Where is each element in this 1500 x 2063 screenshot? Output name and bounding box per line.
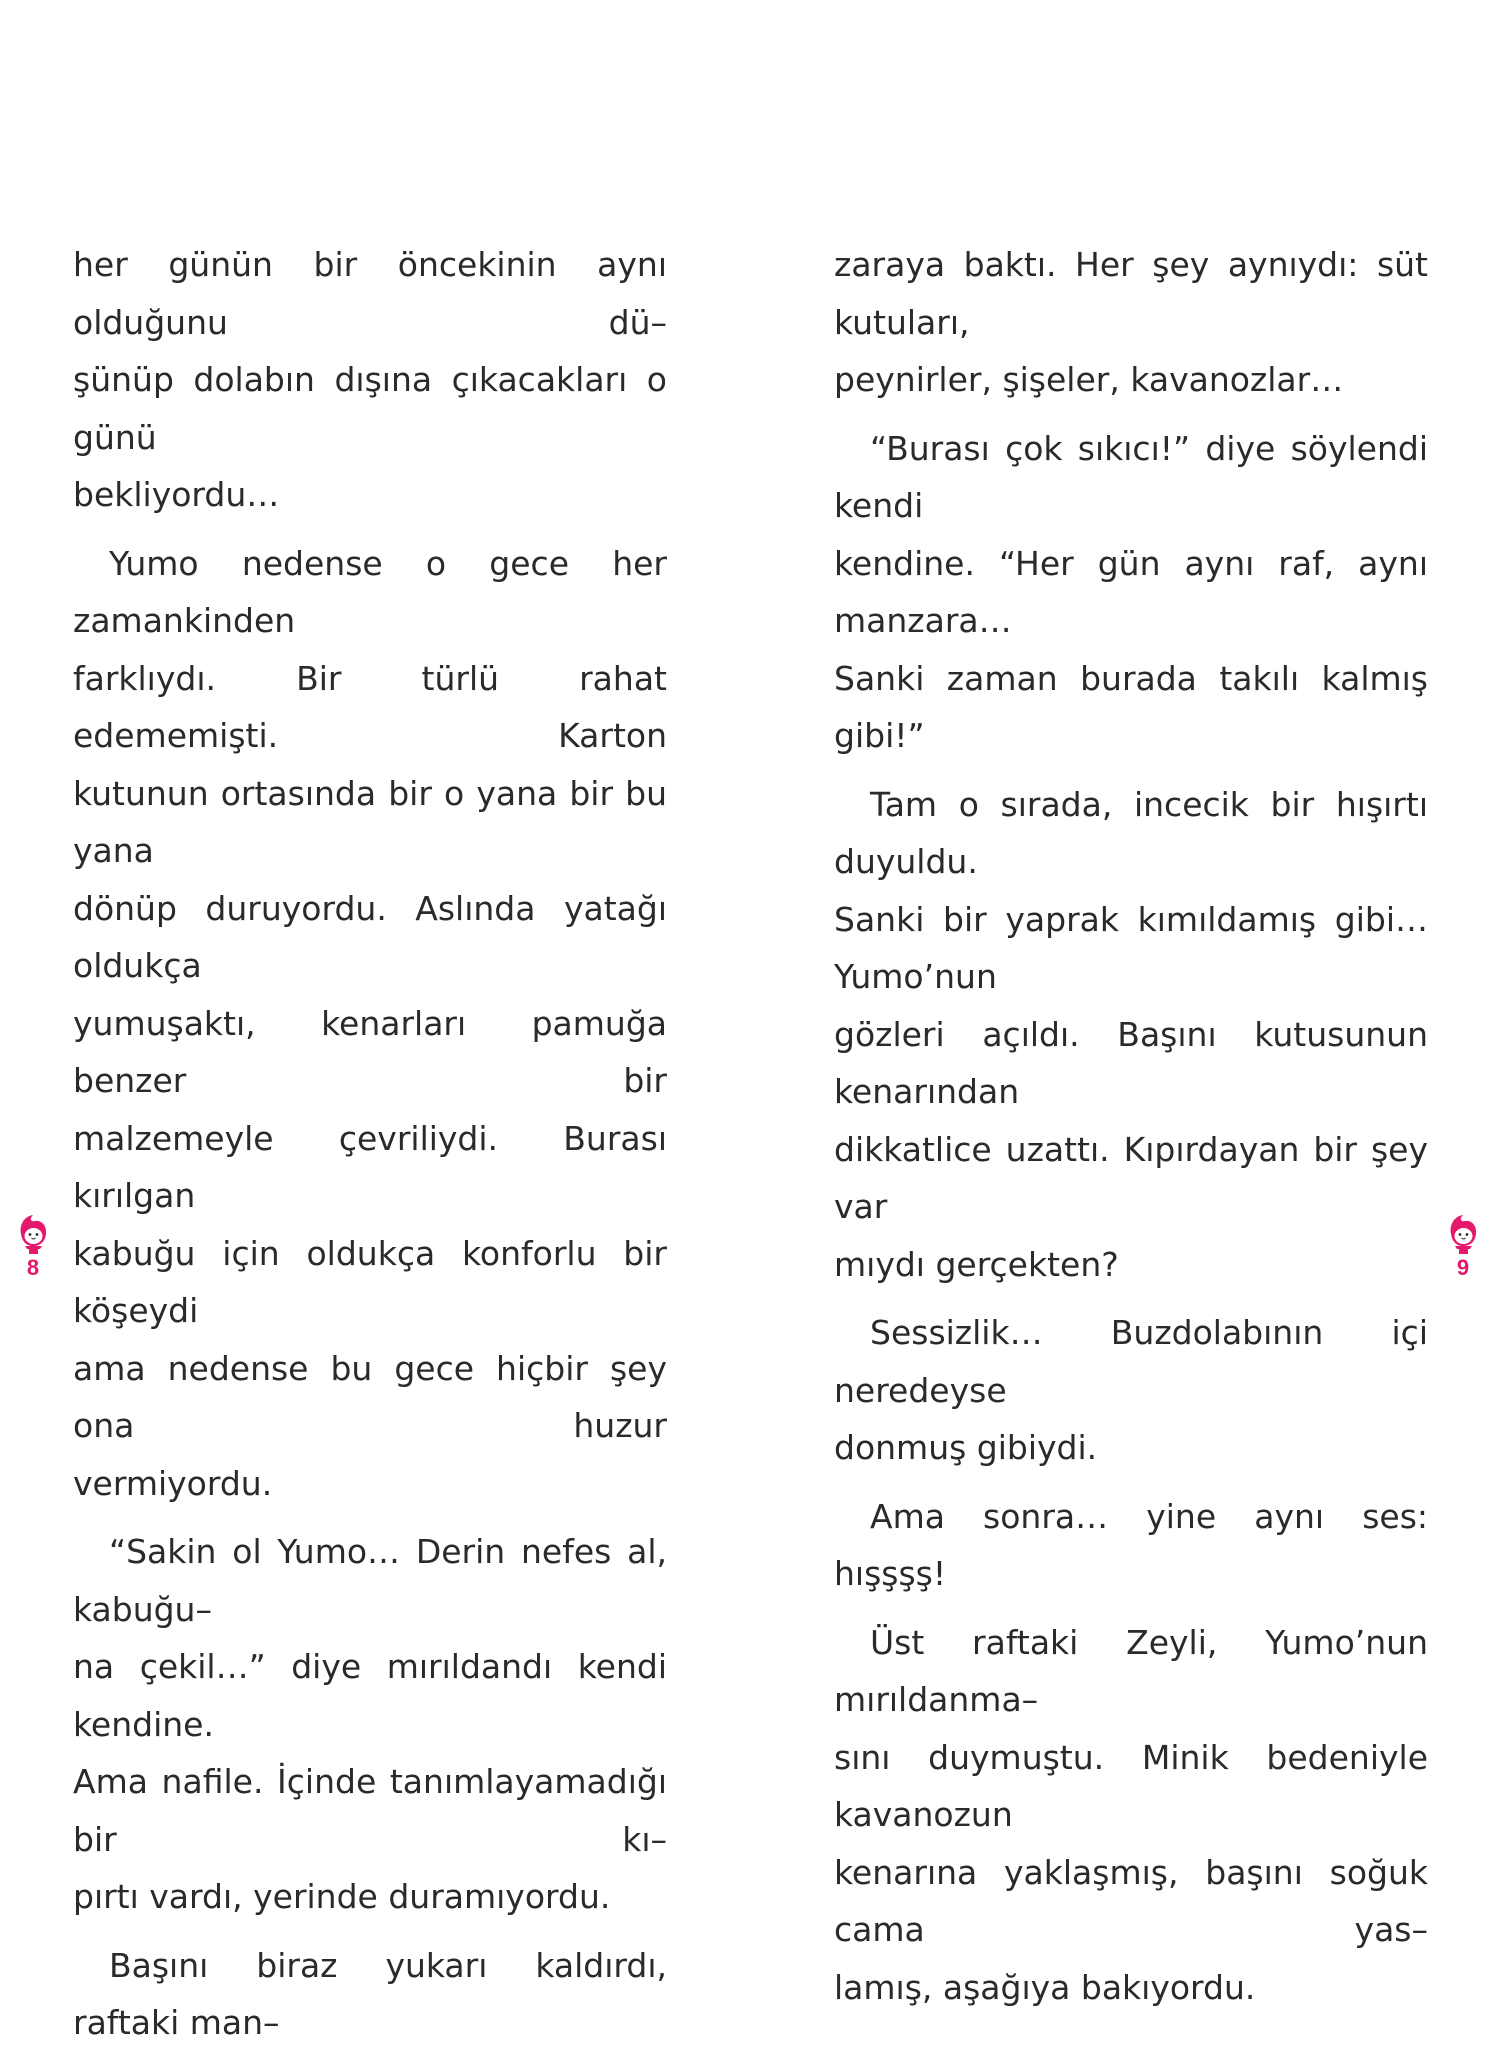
text-line: donmuş gibiydi. [834,1428,1098,1467]
text-line: ama nedense bu gece hiçbir şey ona huzur [73,1348,667,1445]
page-number: 9 [1456,1255,1470,1280]
text-line: kutunun ortasında bir o yana bir bu yana [73,773,667,870]
text-line: “Burası çok sıkıcı!” diye söylendi kendi [834,428,1428,525]
text-line: şünüp dolabın dışına çıkacakları o günü [73,360,667,457]
text-line: “Sakin ol Yumo… Derin nefes al, kabuğu– [73,1532,667,1629]
text-line: Sessizlik… Buzdolabının içi neredeyse [834,1313,1428,1410]
left-folio [13,1212,53,1280]
text-line: Tam o sırada, incecik bir hışırtı duyuldu. [834,784,1428,881]
paragraph [834,420,1428,765]
text-line: kenarına yaklaşmış, başını soğuk cama yas– [834,1852,1428,1949]
paragraph [834,1488,1428,1603]
text-line: sını duymuştu. Minik bedeniyle kavanozun [834,1737,1428,1834]
text-line: bekliyordu… [73,475,280,514]
text-line: pırtı vardı, yerinde duramıyordu. [73,1877,611,1916]
text-line: vermiyordu. [73,1463,273,1503]
paragraph [73,535,667,1513]
text-line: Başını biraz yukarı kaldırdı, raftaki man– [73,1945,667,2042]
text-line: yumuşaktı, kenarları pamuğa benzer bir [73,1003,667,1100]
paragraph [834,1304,1428,1477]
text-line: peynirler, şişeler, kavanozlar… [834,360,1344,399]
text-line: kabuğu için oldukça konforlu bir köşeydi [73,1233,667,1330]
text-line: na çekil…” diye mırıldandı kendi kendine. [73,1647,667,1744]
text-line: zaraya baktı. Her şey aynıydı: süt kutuları, [834,245,1428,342]
paragraph [834,776,1428,1294]
text-line: dikkatlice uzattı. Kıpırdayan bir şey var [834,1129,1428,1226]
text-line: lamış, aşağıya bakıyordu. [834,1967,1256,2007]
text-line: kendine. “Her gün aynı raf, aynı manzara… [834,543,1428,640]
paragraph [73,1523,667,1926]
left-page-text [73,236,667,2063]
text-line: Üst raftaki Zeyli, Yumo’nun mırıldanma– [834,1622,1428,1719]
text-line: mıydı gerçekten? [834,1244,1119,1284]
right-page-text [834,236,1428,2027]
paragraph [73,1937,667,2052]
text-line: Ama nafile. İçinde tanımlayamadığı bir kı– [73,1762,667,1859]
text-line: her günün bir öncekinin aynı olduğunu dü– [73,245,667,342]
paragraph [73,236,667,524]
pink-mascot-icon [1445,1212,1481,1256]
text-line: Sanki bir yaprak kımıldamış gibi… Yumo’nun [834,899,1428,996]
text-line: Yumo nedense o gece her zamankinden [73,543,667,640]
text-line: Sanki zaman burada takılı kalmış gibi!” [834,658,1428,755]
text-line: Ama sonra… yine aynı ses: hışşşş! [834,1496,1428,1593]
text-line: malzemeyle çevriliydi. Burası kırılgan [73,1118,667,1215]
paragraph [834,236,1428,409]
paragraph [834,1614,1428,2017]
right-folio [1443,1212,1483,1280]
text-line: dönüp duruyordu. Aslında yatağı oldukça [73,888,667,985]
text-line: farklıydı. Bir türlü rahat edememişti. Karton [73,658,667,755]
text-line: gözleri açıldı. Başını kutusunun kenarından [834,1014,1428,1111]
page-number: 8 [26,1255,40,1280]
pink-mascot-icon [15,1212,51,1256]
